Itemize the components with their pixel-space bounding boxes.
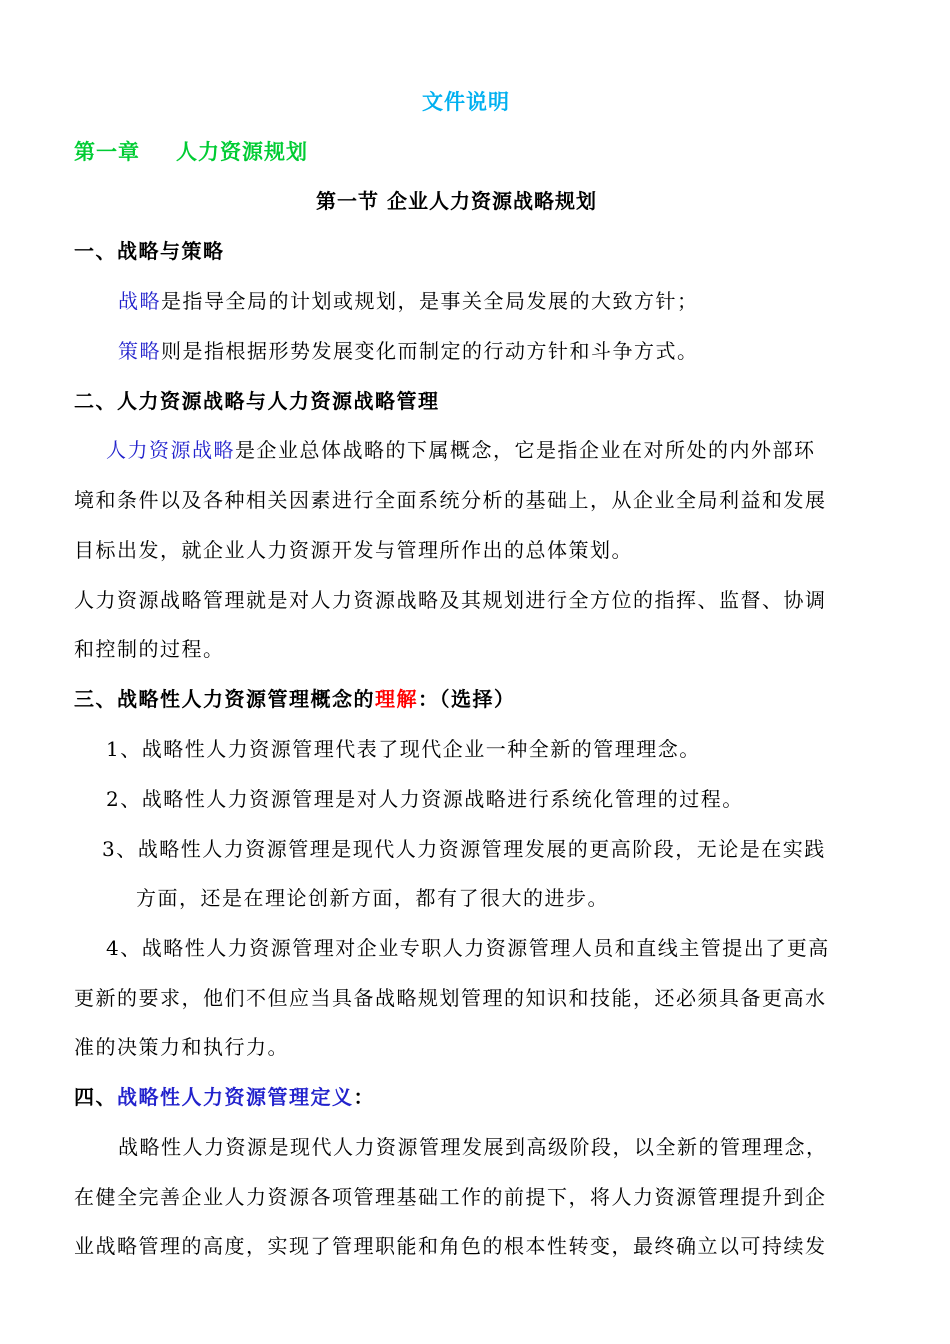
keyword-understanding: 理解 xyxy=(375,687,418,711)
keyword-definition: 战略性人力资源管理定义 xyxy=(117,1085,354,1109)
section-title: 第一节 企业人力资源战略规划 xyxy=(316,189,597,213)
heading-part4: 四、战略性人力资源管理定义： xyxy=(74,1085,375,1109)
paragraph-definition-line3: 业战略管理的高度，实现了管理职能和角色的根本性转变，最终确立以可持续发 xyxy=(74,1234,827,1258)
list-item-4-line2: 更新的要求，他们不但应当具备战略规划管理的知识和技能，还必须具备更高水 xyxy=(74,986,827,1010)
list-item-1: 1、战略性人力资源管理代表了现代企业一种全新的管理理念。 xyxy=(106,737,701,761)
paragraph-strategy: 战略是指导全局的计划或规划，是事关全局发展的大致方针； xyxy=(118,289,699,313)
document-title: 文件说明 xyxy=(422,89,510,114)
chapter-title: 人力资源规划 xyxy=(176,139,308,164)
list-item-2: 2、战略性人力资源管理是对人力资源战略进行系统化管理的过程。 xyxy=(106,787,744,811)
term-hr-strategy: 人力资源战略 xyxy=(106,438,235,462)
list-item-3-line1: 3、战略性人力资源管理是现代人力资源管理发展的更高阶段，无论是在实践 xyxy=(102,837,826,861)
heading-part1: 一、战略与策略 xyxy=(74,239,225,263)
term-tactics: 策略 xyxy=(118,339,161,363)
paragraph-tactics: 策略则是指根据形势发展变化而制定的行动方针和斗争方式。 xyxy=(118,339,699,363)
paragraph-hr-strategy-line1: 人力资源战略是企业总体战略的下属概念，它是指企业在对所处的内外部环 xyxy=(106,438,816,462)
paragraph-hr-strategy-line2: 境和条件以及各种相关因素进行全面系统分析的基础上，从企业全局利益和发展 xyxy=(74,488,827,512)
term-strategy: 战略 xyxy=(118,289,161,313)
chapter-number: 第一章 xyxy=(74,139,140,164)
heading-part2: 二、人力资源战略与人力资源战略管理 xyxy=(74,389,440,413)
paragraph-hr-management-line2: 和控制的过程。 xyxy=(74,637,225,661)
list-item-3-line2: 方面，还是在理论创新方面，都有了很大的进步。 xyxy=(136,886,609,910)
list-item-4-line1: 4、战略性人力资源管理对企业专职人力资源管理人员和直线主管提出了更高 xyxy=(106,936,830,960)
paragraph-hr-management-line1: 人力资源战略管理就是对人力资源战略及其规划进行全方位的指挥、监督、协调 xyxy=(74,588,827,612)
paragraph-definition-line1: 战略性人力资源是现代人力资源管理发展到高级阶段，以全新的管理理念， xyxy=(118,1135,828,1159)
paragraph-definition-line2: 在健全完善企业人力资源各项管理基础工作的前提下，将人力资源管理提升到企 xyxy=(74,1185,827,1209)
list-item-4-line3: 准的决策力和执行力。 xyxy=(74,1035,289,1059)
paragraph-hr-strategy-line3: 目标出发，就企业人力资源开发与管理所作出的总体策划。 xyxy=(74,538,633,562)
heading-part3: 三、战略性人力资源管理概念的理解：（选择） xyxy=(74,687,516,711)
chapter-heading xyxy=(74,139,308,165)
